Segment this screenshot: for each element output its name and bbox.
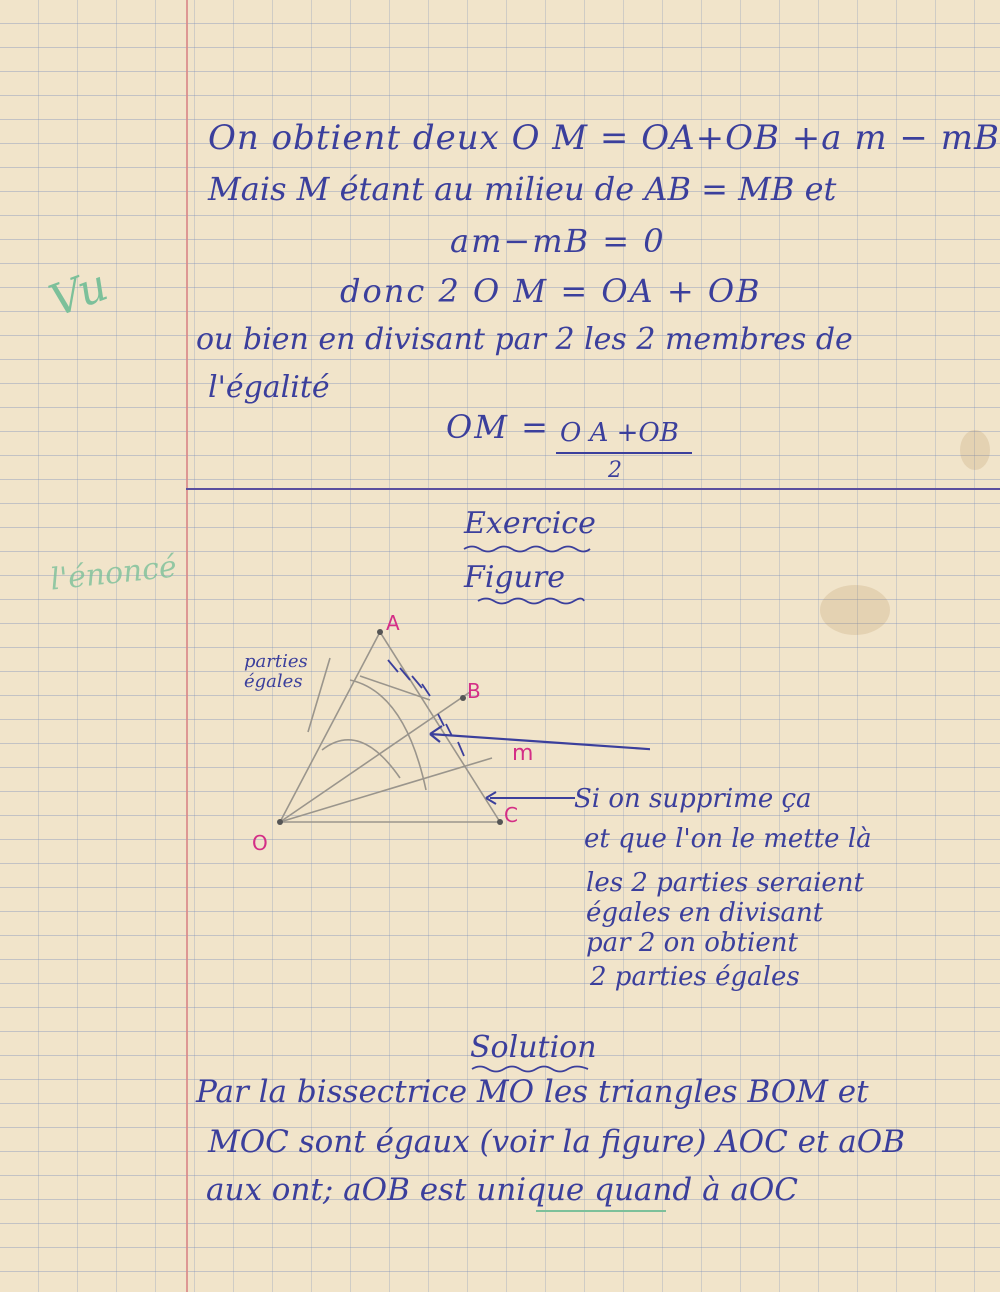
exercice-underline: [462, 544, 592, 554]
note-line: et que l'on le mette là: [584, 824, 872, 854]
equation-am-mb: am−mB = 0: [450, 222, 666, 260]
point-O: [277, 819, 283, 825]
label-A: A: [386, 611, 400, 635]
solution-line-2: MOC sont égaux (voir la figure) AOC et aOB: [208, 1124, 905, 1160]
margin-line: [186, 0, 188, 1292]
enonce-margin-note: l'énoncé: [48, 549, 179, 598]
text-line-1: On obtient deux O M = OA+OB +a m − mB: [208, 118, 1000, 158]
label-O: O: [252, 831, 268, 855]
fraction-denominator: 2: [608, 458, 622, 483]
equation-2om: donc 2 O M = OA + OB: [340, 272, 762, 310]
text-line-2: Mais M étant au milieu de AB = MB et: [208, 170, 837, 208]
solution-line-3: aux ont; aOB est unique quand à aOC: [206, 1172, 799, 1208]
solution-line-1: Par la bissectrice MO les triangles BOM et: [196, 1074, 869, 1110]
fraction-numerator: O A +OB: [560, 418, 679, 448]
label-m: m: [512, 741, 534, 766]
exercice-title: Exercice: [464, 506, 596, 541]
solution-title: Solution: [470, 1030, 597, 1065]
figure-title: Figure: [464, 560, 566, 595]
text-line-5: ou bien en divisant par 2 les 2 membres de: [196, 322, 853, 357]
parties-egales-label: parties égales: [244, 651, 308, 692]
solution-underline: [470, 1064, 590, 1074]
paper-stain: [820, 585, 890, 635]
paper-stain: [960, 430, 990, 470]
note-line: égales en divisant: [586, 898, 824, 928]
note-line: par 2 on obtient: [586, 928, 798, 958]
geometry-figure: [230, 600, 650, 860]
arrow-line: [430, 734, 650, 764]
text-line-6: l'égalité: [208, 370, 330, 405]
fraction-bar: [556, 452, 692, 454]
green-underline: [536, 1210, 666, 1212]
section-divider: [186, 488, 1000, 490]
note-line: les 2 parties seraient: [586, 868, 865, 898]
note-line: 2 parties égales: [590, 962, 800, 992]
point-B: [460, 695, 466, 701]
label-B: B: [467, 679, 481, 703]
label-C: C: [504, 803, 518, 827]
point-A: [377, 629, 383, 635]
tick-marks: [388, 660, 464, 756]
teacher-vu-mark: Vu: [43, 259, 115, 328]
fraction-lhs: OM =: [446, 408, 550, 446]
point-C: [497, 819, 503, 825]
note-line: Si on supprime ça: [574, 784, 812, 814]
